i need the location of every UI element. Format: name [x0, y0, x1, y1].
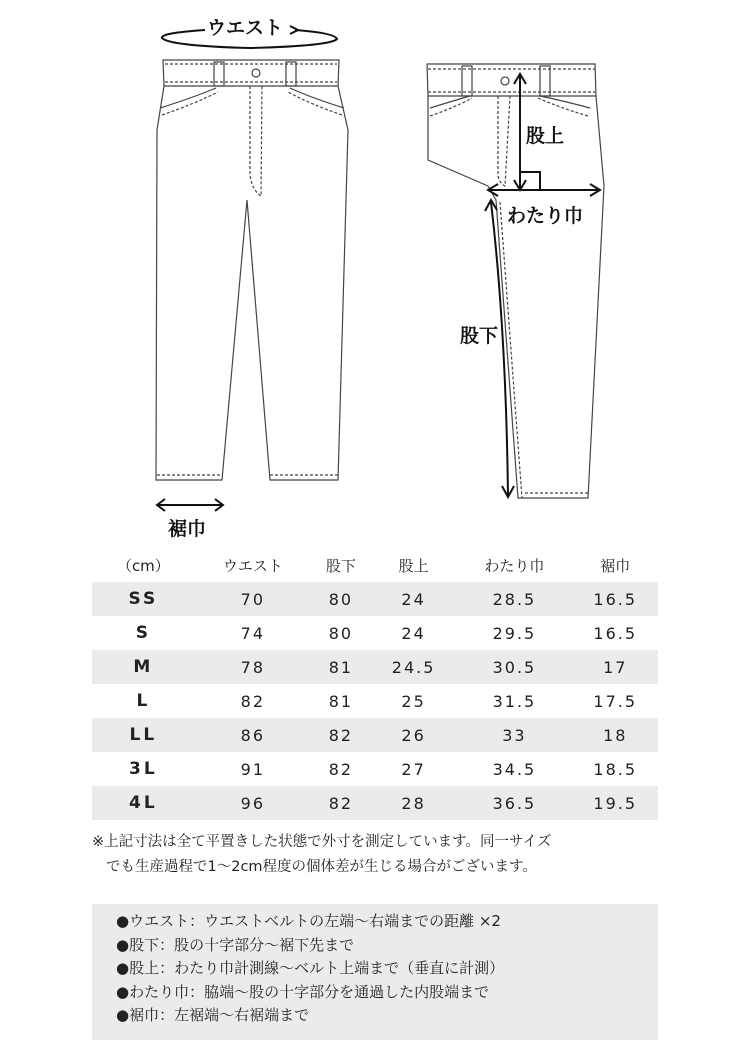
thigh-cell: 36.5 — [456, 786, 572, 820]
rise-cell: 24.5 — [371, 650, 456, 684]
waist-label: ウエスト — [207, 17, 284, 39]
size-cell: 3L — [129, 759, 158, 779]
thigh-cell: 34.5 — [492, 759, 537, 779]
size-cell: S — [135, 623, 151, 643]
table-row — [92, 752, 658, 786]
waist-cell: 86 — [195, 718, 311, 752]
table-header-row — [92, 548, 658, 582]
header-hem: 裾巾 — [600, 556, 631, 575]
size-cell: 4L — [92, 786, 195, 820]
size-cell: LL — [92, 718, 195, 752]
measurement-note — [92, 830, 658, 880]
size-cell: SS — [92, 582, 195, 616]
definition-item: ●股下：股の十字部分〜裾下先まで — [116, 935, 355, 954]
inseam-cell: 82 — [311, 718, 371, 752]
definitions-box — [92, 904, 658, 1040]
rise-cell: 25 — [401, 691, 426, 711]
hem-cell: 18 — [572, 718, 658, 752]
definition-item: ●股上：わたり巾計測線〜ベルト上端まで（垂直に計測） — [116, 959, 505, 977]
hem-cell: 16.5 — [572, 582, 658, 616]
thigh-cell: 33 — [456, 718, 572, 752]
header-unit: （cm） — [116, 556, 170, 575]
inseam-cell: 81 — [328, 691, 354, 711]
table-row — [92, 650, 658, 684]
hem-arrow — [157, 499, 223, 511]
inseam-label: 股下 — [460, 325, 499, 347]
size-table — [92, 548, 658, 820]
note-line-1: ※上記寸法は全て平置きした状態で外寸を測定しています。同一サイズ — [92, 834, 552, 850]
hem-cell: 18.5 — [593, 759, 638, 779]
definition-item: ●ウエスト：ウエストベルトの左端〜右端までの距離 ×2 — [116, 912, 501, 930]
waist-cell: 91 — [240, 759, 265, 779]
rise-cell: 27 — [401, 759, 426, 779]
rise-cell: 24 — [371, 582, 456, 616]
header-waist: ウエスト — [222, 556, 283, 575]
size-cell: L — [136, 691, 151, 711]
waist-cell: 74 — [240, 623, 265, 643]
definition-item: ●裾巾：左裾端〜右裾端まで — [116, 1006, 310, 1024]
waist-cell: 96 — [195, 786, 311, 820]
table-row — [92, 582, 658, 616]
header-thigh: わたり巾 — [484, 556, 545, 575]
hem-cell: 17.5 — [593, 691, 638, 711]
inseam-cell: 80 — [328, 623, 354, 643]
side-pants — [427, 64, 604, 498]
waist-cell: 70 — [195, 582, 311, 616]
table-row — [92, 718, 658, 752]
rise-cell: 28 — [371, 786, 456, 820]
inseam-cell: 81 — [311, 650, 371, 684]
definition-item: ●わたり巾：脇端〜股の十字部分を通過した内股端まで — [116, 982, 490, 1001]
table-row — [92, 616, 658, 650]
inseam-cell: 82 — [311, 786, 371, 820]
table-row — [92, 786, 658, 820]
hem-cell: 19.5 — [572, 786, 658, 820]
front-pants — [156, 60, 348, 480]
hem-label: 裾巾 — [168, 518, 207, 540]
rise-label: 股上 — [526, 125, 565, 147]
thigh-cell: 30.5 — [456, 650, 572, 684]
inseam-cell: 80 — [311, 582, 371, 616]
thigh-cell: 29.5 — [492, 623, 537, 643]
rise-cell: 24 — [401, 623, 426, 643]
thigh-cell: 28.5 — [456, 582, 572, 616]
thigh-cell: 31.5 — [492, 691, 537, 711]
header-rise: 股上 — [398, 556, 429, 575]
rise-cell: 26 — [371, 718, 456, 752]
waist-cell: 82 — [240, 691, 265, 711]
waist-cell: 78 — [195, 650, 311, 684]
hem-cell: 16.5 — [593, 623, 638, 643]
thigh-label: わたり巾 — [507, 205, 584, 227]
size-cell: M — [92, 650, 195, 684]
inseam-cell: 82 — [328, 759, 354, 779]
header-inseam: 股下 — [325, 556, 356, 575]
note-line-2: でも生産過程で1〜2cm程度の個体差が生じる場合がございます。 — [106, 859, 537, 875]
table-row — [92, 684, 658, 718]
hem-cell: 17 — [572, 650, 658, 684]
